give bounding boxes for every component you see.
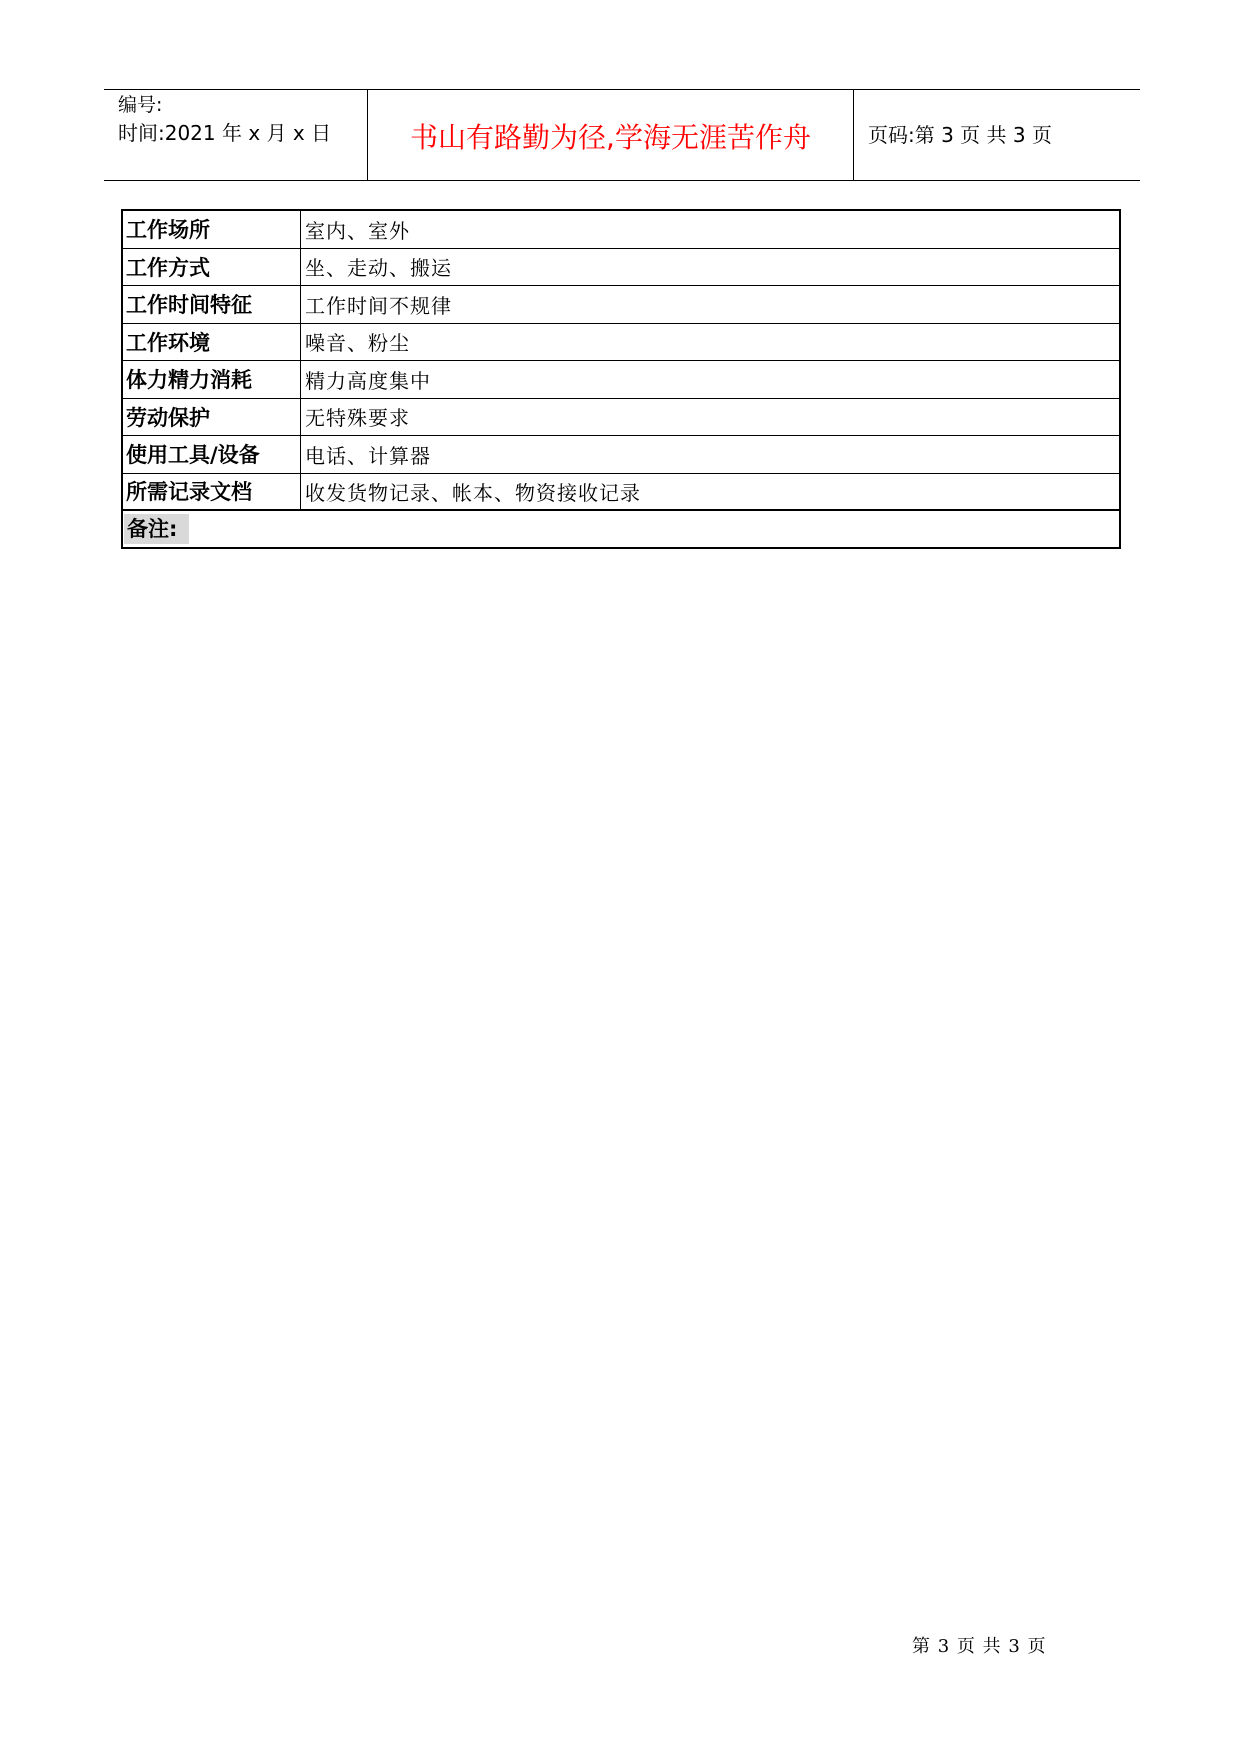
row-value: 噪音、粉尘: [305, 331, 410, 356]
table-row: [123, 436, 1119, 474]
table-row: [123, 324, 1119, 362]
row-label: 工作时间特征: [123, 286, 301, 323]
row-value: 无特殊要求: [305, 406, 410, 431]
row-label: 使用工具/设备: [123, 436, 301, 473]
row-value: 坐、走动、搬运: [305, 256, 452, 281]
row-label: 劳动保护: [123, 399, 301, 436]
row-value: 工作时间不规律: [305, 293, 452, 318]
remarks-label: 备注:: [124, 514, 189, 544]
header-page-number: 页码:第 3 页 共 3 页: [868, 123, 1052, 147]
row-value: 收发货物记录、帐本、物资接收记录: [305, 480, 641, 505]
remarks-row: [123, 511, 1119, 547]
row-label: 所需记录文档: [123, 474, 301, 510]
row-value: 室内、室外: [305, 218, 410, 243]
header-motto: 书山有路勤为径,学海无涯苦作舟: [368, 90, 854, 180]
table-row: [123, 361, 1119, 399]
page-footer: 第 3 页 共 3 页: [912, 1636, 1047, 1657]
table-row: [123, 286, 1119, 324]
header-meta-cell: [104, 90, 368, 180]
table-row: [123, 399, 1119, 437]
table-row: [123, 474, 1119, 512]
row-label: 工作场所: [123, 211, 301, 248]
job-info-table: [121, 209, 1121, 549]
row-value: 精力高度集中: [305, 368, 431, 393]
row-value: 电话、计算器: [305, 443, 431, 468]
document-code-label: 编号:: [118, 94, 163, 116]
page-header: [104, 89, 1140, 181]
table-row: [123, 249, 1119, 287]
row-label: 工作方式: [123, 249, 301, 286]
row-label: 体力精力消耗: [123, 361, 301, 398]
table-row: [123, 211, 1119, 249]
document-time-label: 时间:2021 年 x 月 x 日: [118, 121, 332, 145]
row-label: 工作环境: [123, 324, 301, 361]
